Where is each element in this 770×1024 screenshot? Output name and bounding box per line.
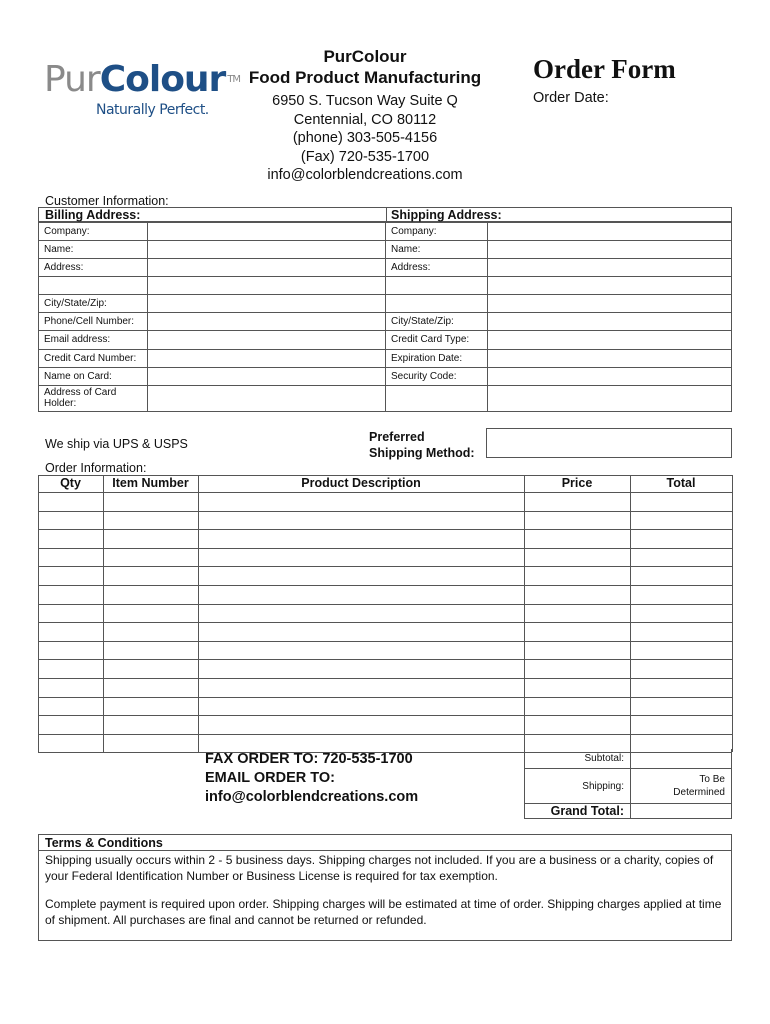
shipping-field-input[interactable] bbox=[488, 277, 731, 294]
billing-field-label: Email address: bbox=[44, 334, 111, 345]
order-row-price-cell[interactable] bbox=[525, 605, 630, 623]
shipping-field-input[interactable] bbox=[488, 331, 731, 349]
order-row-product-description-cell[interactable] bbox=[199, 642, 524, 660]
logo-tagline: Naturally Perfect. bbox=[96, 102, 209, 118]
shipping-method-label: Shipping Method: bbox=[369, 446, 475, 460]
fax-order-line: FAX ORDER TO: 720-535-1700 bbox=[205, 751, 413, 767]
company-fax: (Fax) 720-535-1700 bbox=[300, 148, 430, 165]
billing-field-input[interactable] bbox=[148, 386, 385, 411]
order-row-qty-cell[interactable] bbox=[39, 716, 103, 734]
company-phone: (phone) 303-505-4156 bbox=[292, 130, 438, 146]
order-row-qty-cell[interactable] bbox=[39, 679, 103, 697]
order-row-price-cell[interactable] bbox=[525, 698, 630, 716]
shipping-field-input[interactable] bbox=[488, 313, 731, 330]
subtotal-label: Subtotal: bbox=[584, 753, 624, 764]
order-row-qty-cell[interactable] bbox=[39, 698, 103, 716]
shipping-field-input[interactable] bbox=[488, 368, 731, 385]
company-division: Food Product Manufacturing bbox=[248, 68, 482, 87]
billing-address-heading: Billing Address: bbox=[45, 208, 141, 222]
shipping-field-input[interactable] bbox=[488, 259, 731, 276]
shipping-field-label: Company: bbox=[391, 226, 437, 237]
preferred-label: Preferred bbox=[369, 430, 425, 444]
order-row-total-cell[interactable] bbox=[631, 660, 732, 678]
order-form-title: Order Form bbox=[533, 54, 676, 84]
shipping-field-label: Security Code: bbox=[391, 371, 457, 382]
order-row-qty-cell[interactable] bbox=[39, 567, 103, 585]
logo-colour: Colour bbox=[99, 59, 226, 100]
logo-trademark: TM bbox=[227, 74, 241, 85]
column-header-item-number: Item Number bbox=[112, 476, 189, 490]
order-row-price-cell[interactable] bbox=[525, 716, 630, 734]
order-row-product-description-cell[interactable] bbox=[199, 698, 524, 716]
shipping-label: Shipping: bbox=[582, 781, 624, 792]
order-row-item-number-cell[interactable] bbox=[104, 698, 198, 716]
order-row-total-cell[interactable] bbox=[631, 512, 732, 530]
order-row-total-cell[interactable] bbox=[631, 735, 732, 753]
order-row-price-cell[interactable] bbox=[525, 530, 630, 548]
shipping-field-label: Name: bbox=[391, 244, 421, 255]
ship-via-note: We ship via UPS & USPS bbox=[45, 437, 188, 451]
order-row-qty-cell[interactable] bbox=[39, 530, 103, 548]
subtotal-field[interactable] bbox=[632, 751, 730, 767]
terms-paragraph-2: Complete payment is required upon order. Shipping charges will be estimated at time of order. Shipping charges applied at time of shipment. All purchases are final and cannot be returned or refunded. bbox=[45, 897, 722, 927]
order-row-product-description-cell[interactable] bbox=[199, 493, 524, 511]
order-row-product-description-cell[interactable] bbox=[199, 660, 524, 678]
shipping-field-input[interactable] bbox=[488, 241, 731, 258]
order-row-total-cell[interactable] bbox=[631, 549, 732, 567]
address-header-bar bbox=[38, 207, 732, 222]
order-row-product-description-cell[interactable] bbox=[199, 716, 524, 734]
billing-field-input[interactable] bbox=[148, 350, 385, 367]
order-row-product-description-cell[interactable] bbox=[199, 567, 524, 585]
order-row-product-description-cell[interactable] bbox=[199, 623, 524, 641]
order-row-price-cell[interactable] bbox=[525, 642, 630, 660]
order-row-qty-cell[interactable] bbox=[39, 549, 103, 567]
order-row-item-number-cell[interactable] bbox=[104, 493, 198, 511]
terms-title: Terms & Conditions bbox=[45, 836, 163, 850]
order-row-price-cell[interactable] bbox=[525, 679, 630, 697]
terms-paragraph-1: Shipping usually occurs within 2 - 5 business days. Shipping charges not included. If you are a business or a charity, copies of your Federal Identification Number or Business License is required for tax exemption. bbox=[45, 853, 714, 883]
order-row-price-cell[interactable] bbox=[525, 586, 630, 604]
shipping-field-input[interactable] bbox=[488, 386, 731, 411]
billing-field-input[interactable] bbox=[148, 259, 385, 276]
order-row-total-cell[interactable] bbox=[631, 679, 732, 697]
order-row-product-description-cell[interactable] bbox=[199, 512, 524, 530]
billing-field-input[interactable] bbox=[148, 277, 385, 294]
billing-field-label: Address: bbox=[44, 262, 84, 273]
order-row-product-description-cell[interactable] bbox=[199, 605, 524, 623]
column-header-product-description: Product Description bbox=[301, 476, 421, 490]
order-row-item-number-cell[interactable] bbox=[104, 660, 198, 678]
logo-pur: Pur bbox=[44, 59, 100, 100]
order-row-item-number-cell[interactable] bbox=[104, 530, 198, 548]
billing-field-input[interactable] bbox=[148, 241, 385, 258]
email-order-address: info@colorblendcreations.com bbox=[205, 789, 419, 805]
order-row-total-cell[interactable] bbox=[631, 698, 732, 716]
shipping-method-field[interactable] bbox=[486, 428, 732, 458]
order-row-total-cell[interactable] bbox=[631, 716, 732, 734]
order-row-qty-cell[interactable] bbox=[39, 623, 103, 641]
order-row-item-number-cell[interactable] bbox=[104, 549, 198, 567]
order-row-qty-cell[interactable] bbox=[39, 642, 103, 660]
billing-field-label: Phone/Cell Number: bbox=[44, 316, 135, 327]
shipping-field-label: City/State/Zip: bbox=[391, 316, 454, 327]
company-name: PurColour bbox=[323, 47, 407, 66]
order-row-item-number-cell[interactable] bbox=[104, 735, 198, 753]
logo-wordmark bbox=[44, 59, 241, 100]
billing-field-input[interactable] bbox=[148, 223, 385, 240]
order-row-price-cell[interactable] bbox=[525, 623, 630, 641]
order-row-qty-cell[interactable] bbox=[39, 512, 103, 530]
column-header-price: Price bbox=[561, 476, 593, 490]
billing-field-input[interactable] bbox=[148, 331, 385, 349]
shipping-field-input[interactable] bbox=[488, 295, 731, 312]
order-row-price-cell[interactable] bbox=[525, 512, 630, 530]
order-row-price-cell[interactable] bbox=[525, 549, 630, 567]
company-address2: Centennial, CO 80112 bbox=[293, 111, 437, 128]
order-row-qty-cell[interactable] bbox=[39, 493, 103, 511]
billing-field-input[interactable] bbox=[148, 368, 385, 385]
shipping-field-input[interactable] bbox=[488, 350, 731, 367]
purcolour-logo bbox=[44, 59, 241, 130]
billing-field-label: Name on Card: bbox=[44, 371, 112, 382]
order-row-item-number-cell[interactable] bbox=[104, 512, 198, 530]
shipping-field-label: Address: bbox=[391, 262, 431, 273]
email-order-line: EMAIL ORDER TO: bbox=[205, 770, 335, 786]
fax-order-block bbox=[205, 750, 418, 807]
company-info bbox=[230, 46, 500, 185]
order-row-price-cell[interactable] bbox=[525, 567, 630, 585]
customer-info-heading: Customer Information: bbox=[45, 194, 169, 208]
column-header-total: Total bbox=[666, 476, 696, 490]
shipping-field-label: Credit Card Type: bbox=[391, 334, 470, 345]
order-row-product-description-cell[interactable] bbox=[199, 549, 524, 567]
order-row-total-cell[interactable] bbox=[631, 623, 732, 641]
order-row-qty-cell[interactable] bbox=[39, 735, 103, 753]
billing-field-input[interactable] bbox=[148, 313, 385, 330]
grand-total-label: Grand Total: bbox=[550, 804, 624, 818]
order-row-product-description-cell[interactable] bbox=[199, 679, 524, 697]
shipping-value: To Be Determined bbox=[673, 774, 725, 798]
order-row-item-number-cell[interactable] bbox=[104, 716, 198, 734]
order-row-qty-cell[interactable] bbox=[39, 605, 103, 623]
billing-field-input[interactable] bbox=[148, 295, 385, 312]
shipping-address-heading: Shipping Address: bbox=[391, 208, 502, 222]
billing-field-label: Name: bbox=[44, 244, 74, 255]
billing-field-label: Credit Card Number: bbox=[44, 353, 137, 364]
billing-field-label: Address of Card Holder: bbox=[44, 387, 117, 409]
order-row-total-cell[interactable] bbox=[631, 493, 732, 511]
order-row-item-number-cell[interactable] bbox=[104, 679, 198, 697]
grand-total-field[interactable] bbox=[632, 804, 730, 818]
order-row-total-cell[interactable] bbox=[631, 642, 732, 660]
order-row-price-cell[interactable] bbox=[525, 493, 630, 511]
order-row-product-description-cell[interactable] bbox=[199, 530, 524, 548]
order-info-heading: Order Information: bbox=[45, 461, 147, 475]
order-row-product-description-cell[interactable] bbox=[199, 586, 524, 604]
order-row-total-cell[interactable] bbox=[631, 530, 732, 548]
order-row-item-number-cell[interactable] bbox=[104, 586, 198, 604]
order-row-total-cell[interactable] bbox=[631, 567, 732, 585]
order-row-price-cell[interactable] bbox=[525, 735, 630, 753]
order-row-total-cell[interactable] bbox=[631, 586, 732, 604]
order-date-label: Order Date: bbox=[533, 90, 609, 106]
order-row-item-number-cell[interactable] bbox=[104, 642, 198, 660]
order-row-item-number-cell[interactable] bbox=[104, 567, 198, 585]
terms-box bbox=[38, 834, 732, 941]
order-row-item-number-cell[interactable] bbox=[104, 605, 198, 623]
order-row-item-number-cell[interactable] bbox=[104, 623, 198, 641]
shipping-field-label: Expiration Date: bbox=[391, 353, 463, 364]
order-row-qty-cell[interactable] bbox=[39, 586, 103, 604]
company-address1: 6950 S. Tucson Way Suite Q bbox=[272, 93, 458, 109]
order-row-qty-cell[interactable] bbox=[39, 660, 103, 678]
order-row-total-cell[interactable] bbox=[631, 605, 732, 623]
column-header-qty: Qty bbox=[60, 476, 81, 490]
billing-field-label: City/State/Zip: bbox=[44, 298, 107, 309]
shipping-field-input[interactable] bbox=[488, 223, 731, 240]
billing-field-label: Company: bbox=[44, 226, 90, 237]
company-email: info@colorblendcreations.com bbox=[267, 167, 463, 183]
order-row-price-cell[interactable] bbox=[525, 660, 630, 678]
